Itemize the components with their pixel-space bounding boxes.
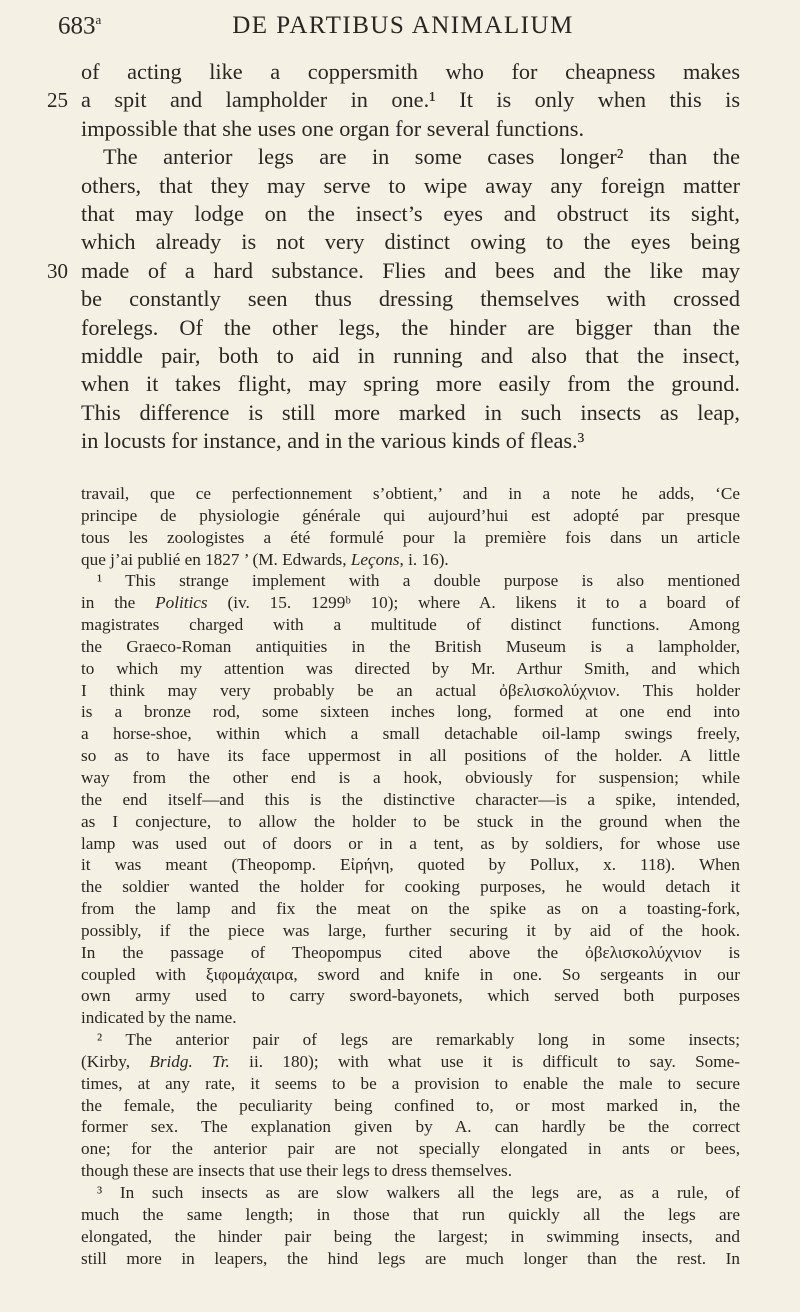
text: the female, the peculiarity being confined to, or most marked in, the xyxy=(81,1095,740,1115)
main-text xyxy=(47,58,740,455)
text-line xyxy=(81,399,740,427)
text: times, at any rate, it seems to be a provision to enable the male to secure xyxy=(81,1073,740,1093)
line-number: 30 xyxy=(47,258,68,283)
footnote-line xyxy=(81,854,740,876)
text: the Graeco-Roman antiquities in the British Museum is a lampholder, xyxy=(81,636,740,656)
text-line xyxy=(81,228,740,256)
text: (iv. 15. 1299ᵇ 10); where A. likens it to a board of xyxy=(207,593,740,613)
text-line xyxy=(81,427,740,455)
footnote-line xyxy=(81,570,740,592)
text-line xyxy=(81,314,740,342)
footnote-line xyxy=(81,985,740,1007)
text-line xyxy=(81,143,740,171)
text: be constantly seen thus dressing themselves with crossed xyxy=(81,286,740,312)
text: in locusts for instance, and in the various kinds of fleas.³ xyxy=(81,428,585,454)
text: it was meant (Theopomp. Εἰρήνη, quoted by Pollux, x. 118). When xyxy=(81,855,740,875)
italic-text: Leçons xyxy=(350,549,400,569)
text-line xyxy=(81,342,740,370)
footnote-line xyxy=(81,549,740,571)
text-line xyxy=(81,285,740,313)
text: possibly, if the piece was large, further securing it by aid of the hook. xyxy=(81,920,740,940)
text: ii. 180); with what use it is difficult to say. Some- xyxy=(229,1051,740,1071)
text: the end itself—and this is the distinctive character—is a spike, intended, xyxy=(81,789,740,809)
text: In the passage of Theopompus cited above the ὀβελισκολύχνιον is xyxy=(81,942,740,962)
text: from the lamp and fix the meat on the spike as on a toasting-fork, xyxy=(81,899,740,919)
text: ² The anterior pair of legs are remarkably long in some insects; xyxy=(97,1030,740,1050)
text: so as to have its face uppermost in all positions of the holder. A little xyxy=(81,746,740,766)
text-line xyxy=(81,200,740,228)
text: travail, que ce perfectionnement s’obtient,’ and in a note he adds, ‘Ce xyxy=(81,484,740,503)
text: ³ In such insects as are slow walkers all the legs are, as a rule, of xyxy=(97,1183,740,1202)
footnote-line xyxy=(81,1116,740,1138)
footnote-line xyxy=(81,1138,740,1160)
text: The anterior legs are in some cases longer² than the xyxy=(103,144,740,170)
footnote-line xyxy=(81,483,740,505)
text: (Kirby, xyxy=(81,1051,150,1071)
text: indicated by the name. xyxy=(81,1008,237,1028)
text: former sex. The explanation given by A. can hardly be the correct xyxy=(81,1117,740,1137)
footnote-line xyxy=(81,614,740,636)
footnote-line xyxy=(81,1029,740,1051)
page-number-suffix: a xyxy=(95,12,102,27)
text: way from the other end is a hook, obviously for suspension; while xyxy=(81,767,740,787)
text: still more in leapers, the hind legs are much longer than the rest. In xyxy=(81,1248,740,1268)
page-number-value: 683 xyxy=(58,12,96,40)
text: own army used to carry sword-bayonets, which served both purposes xyxy=(81,986,740,1006)
text: when it takes flight, may spring more easily from the ground. xyxy=(81,371,740,397)
footnote-line xyxy=(81,942,740,964)
footnote-line xyxy=(81,964,740,986)
page-header xyxy=(58,12,748,46)
footnote-line xyxy=(81,658,740,680)
text: tous les zoologistes a été formulé pour la première fois dans un article xyxy=(81,527,740,547)
text: which already is not very distinct owing to the eyes being xyxy=(81,229,740,255)
text: the soldier wanted the holder for cooking purposes, he would detach it xyxy=(81,877,740,897)
footnote-line xyxy=(81,505,740,527)
footnote-line xyxy=(81,636,740,658)
text: This difference is still more marked in such insects as leap, xyxy=(81,399,740,425)
text: , i. 16). xyxy=(399,549,449,569)
italic-text: Politics xyxy=(155,593,208,613)
footnote-line xyxy=(81,876,740,898)
text: forelegs. Of the other legs, the hinder are bigger than the xyxy=(81,314,740,340)
footnote-line xyxy=(81,833,740,855)
footnote-line xyxy=(81,1051,740,1073)
footnote-line xyxy=(81,701,740,723)
text: a horse-shoe, within which a small detachable oil-lamp swings freely, xyxy=(81,724,740,744)
text: I think may very probably be an actual ὀβελισκολύχνιον. This holder xyxy=(81,680,740,700)
footnotes xyxy=(81,483,740,1269)
text-line xyxy=(47,257,740,285)
text-line xyxy=(81,115,740,143)
text: magistrates charged with a multitude of distinct functions. Among xyxy=(81,615,740,635)
footnote-line xyxy=(81,1160,740,1182)
footnote-line xyxy=(81,1248,740,1270)
footnote-line xyxy=(81,789,740,811)
text: a spit and lampholder in one.¹ It is only when this is xyxy=(81,87,740,113)
running-title: DE PARTIBUS ANIMALIUM xyxy=(232,12,574,39)
text: others, that they may serve to wipe away any foreign matter xyxy=(81,172,740,198)
footnote-line xyxy=(81,723,740,745)
footnote-line xyxy=(81,527,740,549)
text: is a bronze rod, some sixteen inches long, formed at one end into xyxy=(81,702,740,722)
footnote-line xyxy=(81,1095,740,1117)
text: of acting like a coppersmith who for cheapness makes xyxy=(81,59,740,84)
text: lamp was used out of doors or in a tent, as by soldiers, for whose use xyxy=(81,833,740,853)
text: principe de physiologie générale qui aujourd’hui est adopté par presque xyxy=(81,505,740,525)
footnote-line xyxy=(81,1204,740,1226)
text: que j’ai publié en 1827 ’ (M. Edwards, xyxy=(81,549,351,569)
footnote-line xyxy=(81,767,740,789)
footnote-line xyxy=(81,745,740,767)
text-line xyxy=(47,86,740,114)
text: elongated, the hinder pair being the largest; in swimming insects, and xyxy=(81,1226,740,1246)
text-line xyxy=(81,172,740,200)
footnote-line xyxy=(81,1226,740,1248)
text: that may lodge on the insect’s eyes and obstruct its sight, xyxy=(81,200,740,226)
text: made of a hard substance. Flies and bees and the like may xyxy=(81,257,740,283)
text: impossible that she uses one organ for several functions. xyxy=(81,115,585,141)
italic-text: Bridg. Tr. xyxy=(149,1051,230,1071)
text: middle pair, both to aid in running and also that the insect, xyxy=(81,342,740,368)
text-line xyxy=(81,58,740,86)
text: coupled with ξιφομάχαιρα, sword and knife in one. So sergeants in our xyxy=(81,964,740,984)
line-number: 25 xyxy=(47,88,68,113)
footnote-line xyxy=(81,1007,740,1029)
text: in the xyxy=(81,593,156,613)
text: one; for the anterior pair are not specially elongated in ants or bees, xyxy=(81,1139,740,1159)
footnote-line xyxy=(81,1073,740,1095)
text-line xyxy=(81,370,740,398)
footnote-line xyxy=(81,1182,740,1204)
footnote-line xyxy=(81,680,740,702)
text: as I conjecture, to allow the holder to be stuck in the ground when the xyxy=(81,811,740,831)
text: ¹ This strange implement with a double purpose is also mentioned xyxy=(97,571,740,591)
footnote-line xyxy=(81,811,740,833)
text: to which my attention was directed by Mr. Arthur Smith, and which xyxy=(81,658,740,678)
footnote-line xyxy=(81,920,740,942)
footnote-line xyxy=(81,592,740,614)
text: though these are insects that use their legs to dress themselves. xyxy=(81,1161,513,1181)
text: much the same length; in those that run quickly all the legs are xyxy=(81,1204,740,1224)
footnote-line xyxy=(81,898,740,920)
